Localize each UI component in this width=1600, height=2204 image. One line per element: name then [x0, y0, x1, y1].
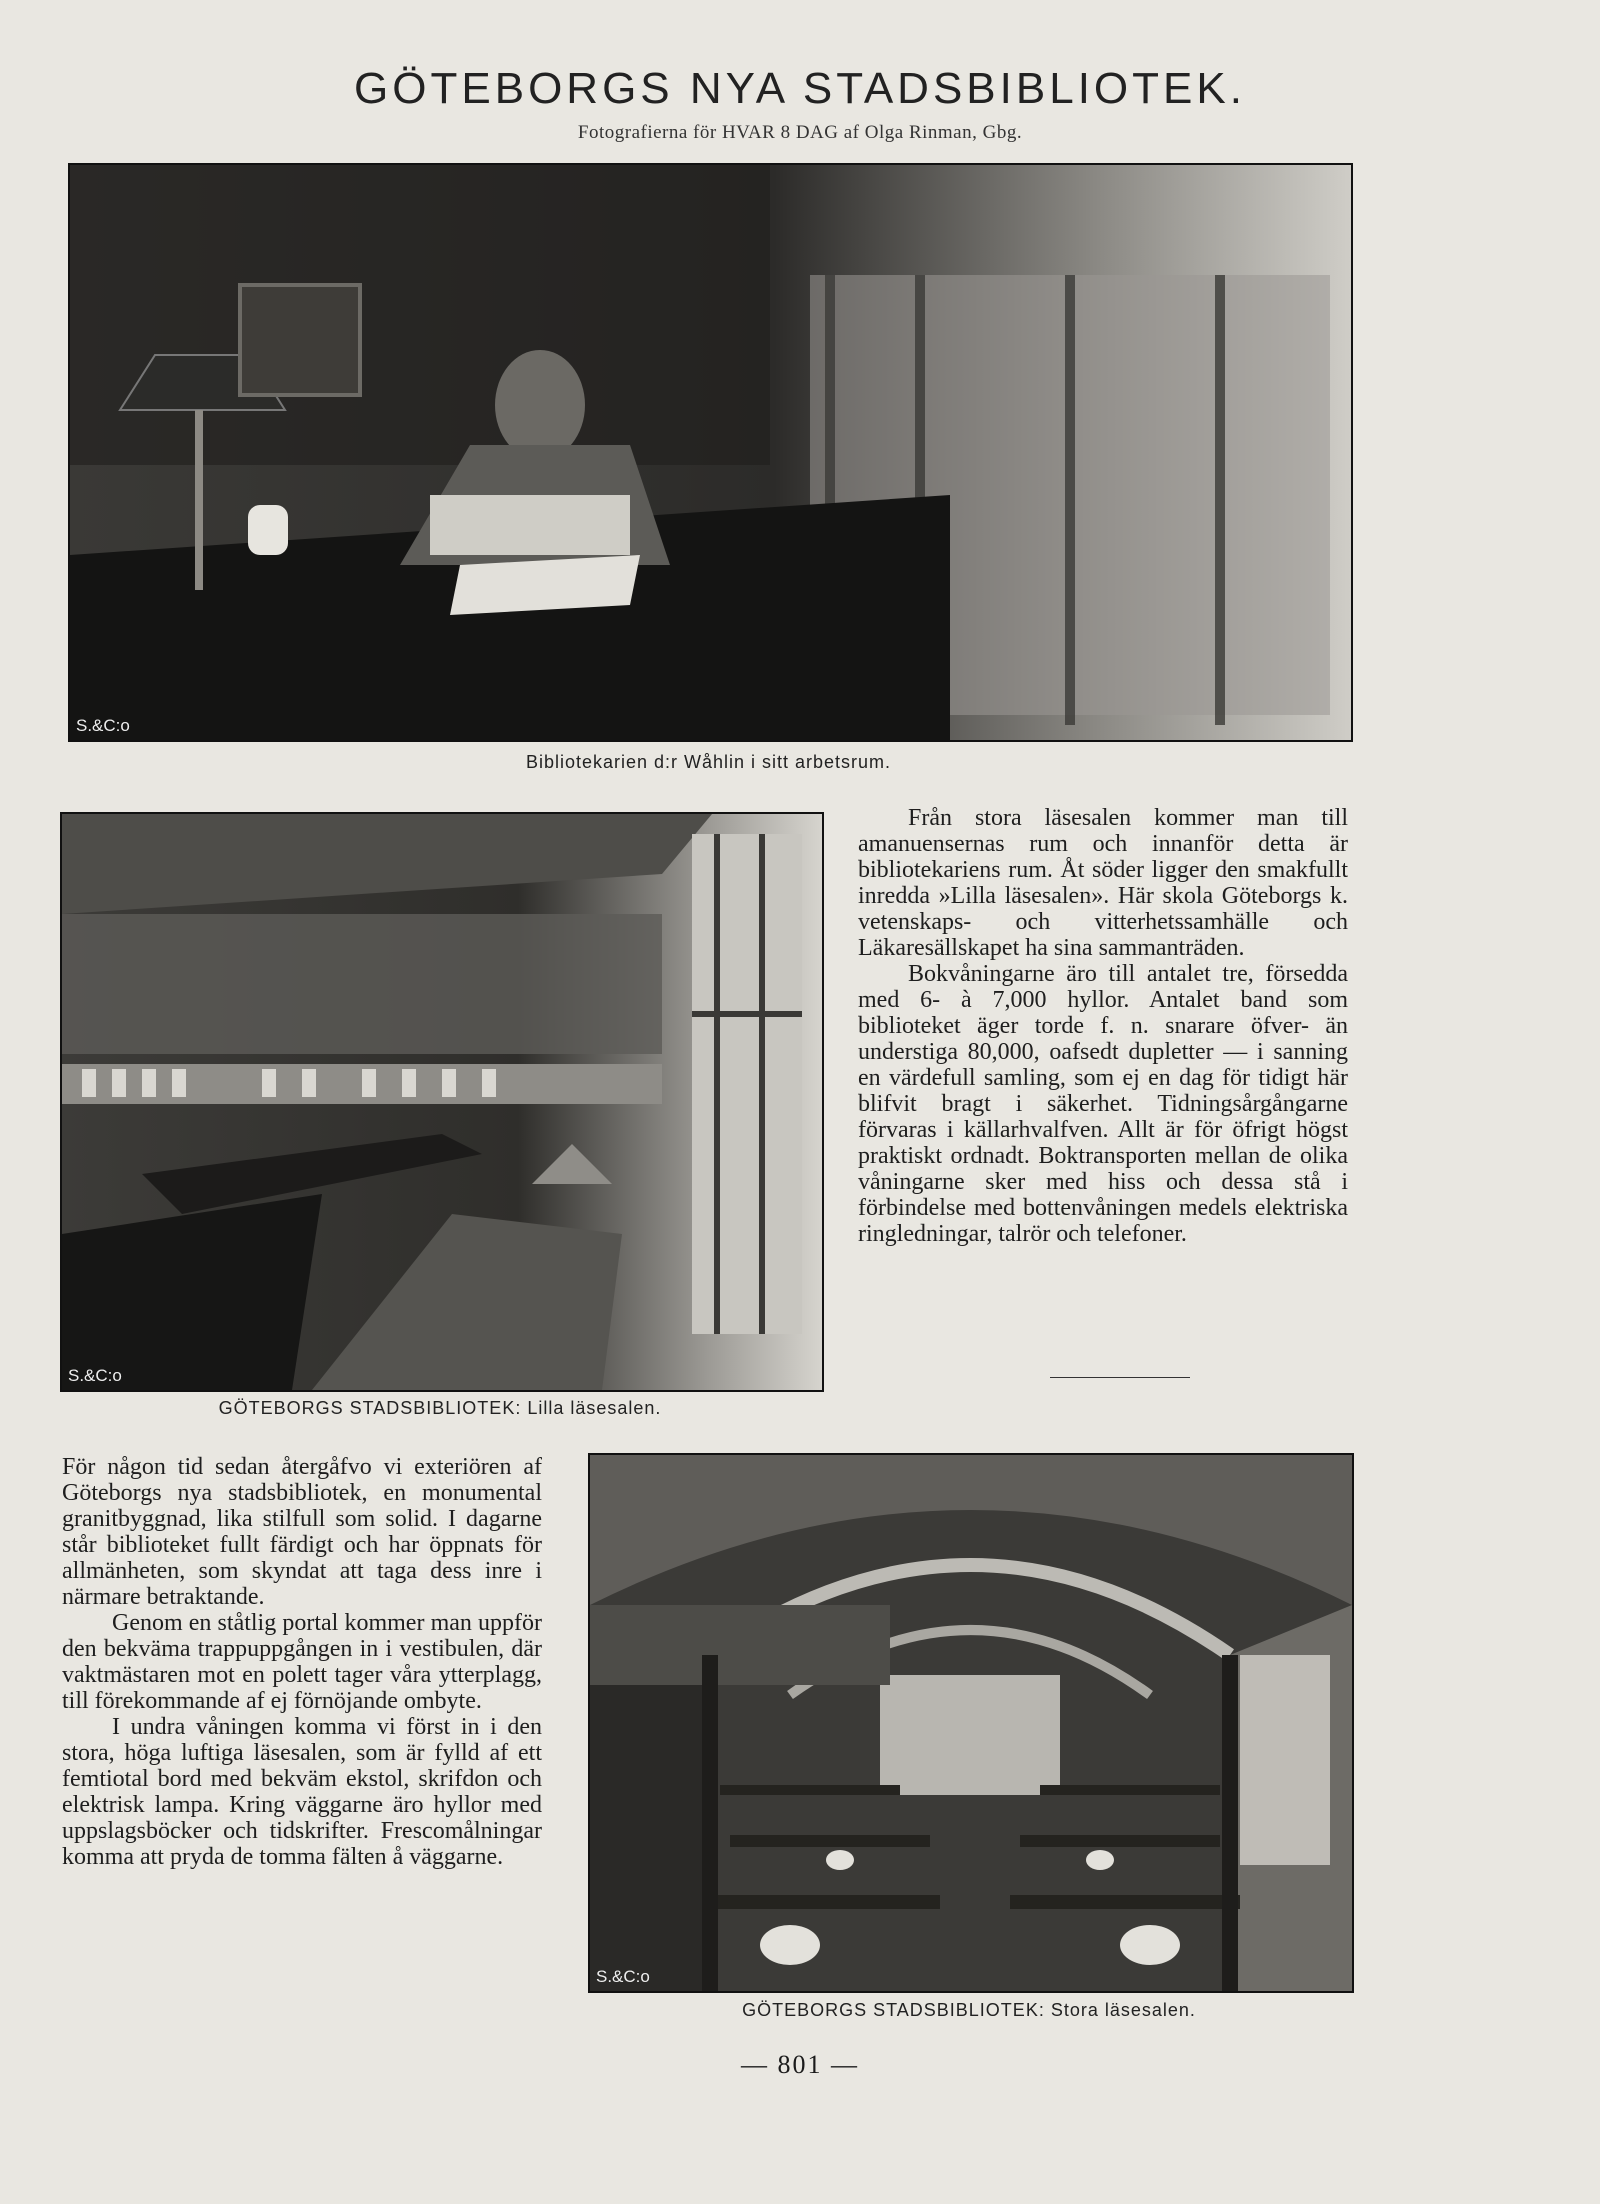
studio-mark: S.&C:o	[68, 1366, 122, 1385]
paragraph: Genom en ståtlig portal kommer man uppför den bekväma trappuppgången in i vestibulen, där vaktmästaren mot en polett tager våra ytterplagg, till förekommande af ej förnöjande ombyte.	[62, 1610, 542, 1714]
paragraph: För någon tid sedan återgåfvo vi exteriören af Göteborgs nya stadsbibliotek, en monumental granitbyggnad, lika stilfull som solid. I dagarne står biblioteket fullt färdigt och har öppnats för allmänheten, som skyndat att taga dess inre i närmare betraktande.	[62, 1454, 542, 1610]
photo-credit: Fotografierna för HVAR 8 DAG af Olga Rinman, Gbg.	[577, 122, 1023, 143]
section-divider	[1050, 1377, 1190, 1378]
photo-librarian-office	[68, 163, 1353, 742]
page-number: — 801 —	[741, 2050, 859, 2079]
photo-large-reading-room	[588, 1453, 1354, 1993]
studio-mark: S.&C:o	[596, 1967, 650, 1986]
page-title: GÖTEBORGS NYA STADSBIBLIOTEK.	[354, 64, 1246, 113]
paragraph: I undra våningen komma vi först in i den stora, höga luftiga läsesalen, som är fylld af ett femtiotal bord med bekväm ekstol, skrifdon och elektrisk lampa. Kring väggarne äro hyllor med uppslagsböcker och tidskrifter. Frescomålningar komma att pryda de tomma fälten å väggarne.	[62, 1714, 542, 1870]
studio-mark: S.&C:o	[76, 716, 130, 735]
photo-small-reading-room	[60, 812, 824, 1392]
article-right-column	[858, 805, 1348, 1247]
article-left-column	[62, 1454, 542, 1870]
librarian-office-illustration	[70, 165, 1351, 740]
caption-large-reading-room: GÖTEBORGS STADSBIBLIOTEK: Stora läsesalen.	[742, 2000, 1196, 2020]
paragraph: Bokvåningarne äro till antalet tre, försedda med 6- à 7,000 hyllor. Antalet band som biblioteket äger torde f. n. snarare öfver- än understiga 80,000, oafsedt dupletter — i sanning en värdefull samling, som ej en dag för tidigt här blifvit bragt i säkerhet. Tidningsårgångarne förvaras i källarhvalfven. Allt är för öfrigt högst praktiskt ordnadt. Boktransporten mellan de olika våningarne sker med hiss och dessa stå i förbindelse med bottenvåningen medels elektriska ringledningar, talrör och telefoner.	[858, 961, 1348, 1247]
large-reading-room-illustration	[590, 1455, 1352, 1991]
paragraph: Från stora läsesalen kommer man till amanuensernas rum och innanför detta är bibliotekariens rum. Åt söder ligger den smakfullt inredda »Lilla läsesalen». Här skola Göteborgs k. vetenskaps- och vitterhetssamhälle och Läkaresällskapet ha sina sammanträden.	[858, 805, 1348, 961]
small-reading-room-illustration	[62, 814, 822, 1390]
caption-librarian-office: Bibliotekarien d:r Wåhlin i sitt arbetsrum.	[525, 752, 892, 772]
caption-small-reading-room: GÖTEBORGS STADSBIBLIOTEK: Lilla läsesalen.	[218, 1398, 662, 1418]
